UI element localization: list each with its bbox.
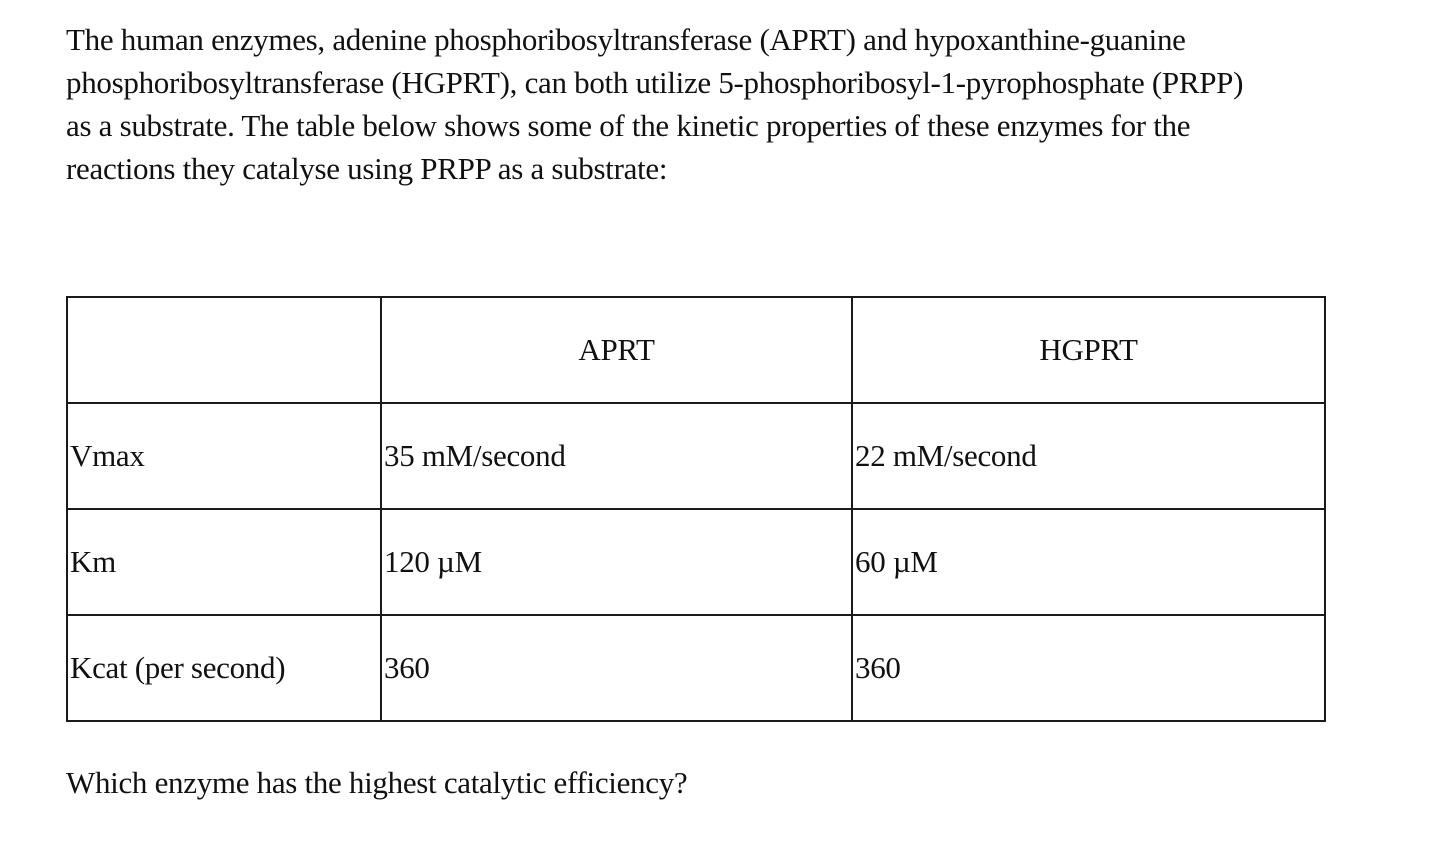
table-cell: 120 µM [381,509,852,615]
intro-line: The human enzymes, adenine phosphoribosyltransferase (APRT) and hypoxanthine-guanine [66,22,1186,57]
header-cell-aprt: APRT [381,297,852,403]
kinetics-table [66,296,1326,722]
header-cell-empty [67,297,381,403]
table-cell: 60 µM [852,509,1325,615]
row-label-cell: Kcat (per second) [67,615,381,721]
table-header-row [67,297,1325,403]
table-cell: 360 [852,615,1325,721]
table-cell: 360 [381,615,852,721]
table-cell: 22 mM/second [852,403,1325,509]
table-row [67,403,1325,509]
intro-line: reactions they catalyse using PRPP as a substrate: [66,151,668,186]
table-row [67,509,1325,615]
table-cell: 35 mM/second [381,403,852,509]
question-text: Which enzyme has the highest catalytic efficiency? [66,765,688,800]
row-label-cell: Vmax [67,403,381,509]
row-label-cell: Km [67,509,381,615]
intro-line: as a substrate. The table below shows some of the kinetic properties of these enzymes for the [66,108,1191,143]
table-row [67,615,1325,721]
header-cell-hgprt: HGPRT [852,297,1325,403]
intro-paragraph [66,18,1366,190]
intro-line: phosphoribosyltransferase (HGPRT), can both utilize 5-phosphoribosyl-1-pyrophosphate (PRPP) [66,65,1244,100]
